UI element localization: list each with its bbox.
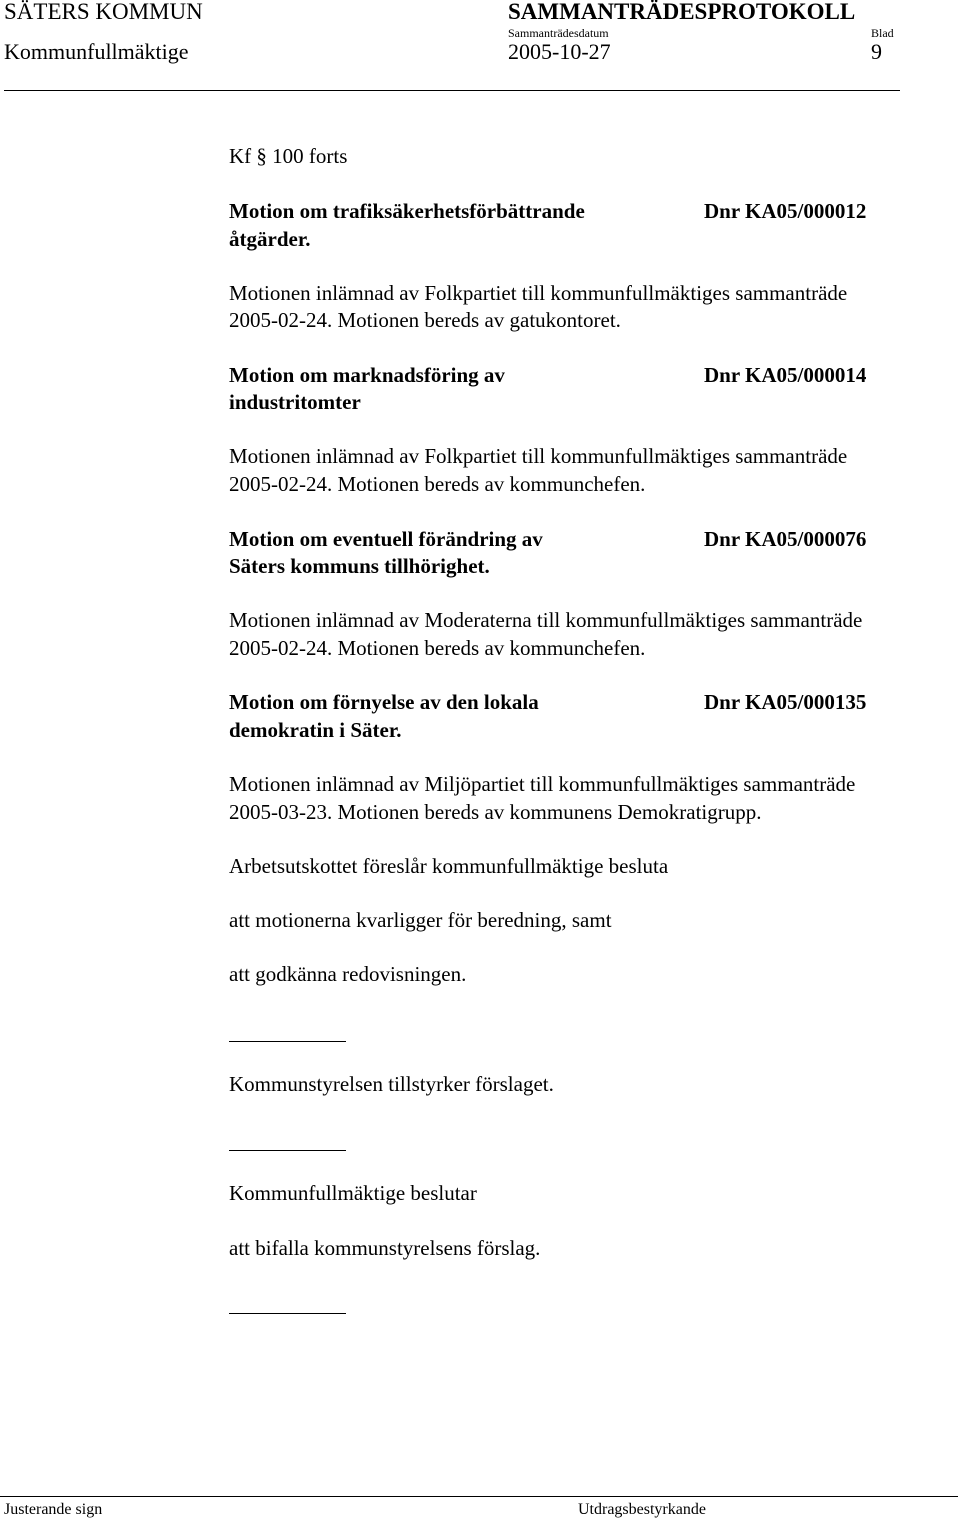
ks-statement: Kommunstyrelsen tillstyrker förslaget.	[229, 1072, 554, 1096]
motion-title: industritomter	[229, 390, 361, 414]
page-number: 9	[871, 39, 882, 64]
motion-dnr: Dnr KA05/000135	[704, 690, 867, 714]
separator-line	[229, 1150, 346, 1151]
meeting-date: 2005-10-27	[508, 39, 611, 64]
footer-rule	[0, 1496, 958, 1497]
motion-text: Motionen inlämnad av Folkpartiet till kommunfullmäktiges sammanträde	[229, 444, 848, 468]
section-reference: Kf § 100 forts	[229, 144, 348, 168]
motion-dnr: Dnr KA05/000014	[704, 363, 867, 387]
motion-title: Motion om trafiksäkerhetsförbättrande	[229, 199, 585, 223]
motion-text: Motionen inlämnad av Miljöpartiet till kommunfullmäktiges sammanträde	[229, 772, 856, 796]
motion-text: Motionen inlämnad av Moderaterna till kommunfullmäktiges sammanträde	[229, 608, 863, 632]
motion-text: 2005-02-24. Motionen bereds av kommunchefen.	[229, 636, 646, 660]
decision-intro: Kommunfullmäktige beslutar	[229, 1181, 477, 1205]
proposal-att: att godkänna redovisningen.	[229, 962, 467, 986]
motion-text: 2005-02-24. Motionen bereds av kommunchefen.	[229, 472, 646, 496]
proposal-att: att motionerna kvarligger för beredning, samt	[229, 908, 612, 932]
page-label: Blad	[871, 26, 894, 40]
motion-title: Säters kommuns tillhörighet.	[229, 554, 490, 578]
document-type: SAMMANTRÄDESPROTOKOLL	[508, 0, 856, 24]
decision-att: att bifalla kommunstyrelsens förslag.	[229, 1236, 541, 1260]
header-rule	[4, 90, 900, 91]
footer-utdrag: Utdragsbestyrkande	[578, 1501, 706, 1518]
org-name: SÄTERS KOMMUN	[4, 0, 203, 24]
proposal-intro: Arbetsutskottet föreslår kommunfullmäktige besluta	[229, 854, 669, 878]
motion-text: 2005-03-23. Motionen bereds av kommunens Demokratigrupp.	[229, 800, 762, 824]
motion-title: Motion om marknadsföring av	[229, 363, 505, 387]
body-name: Kommunfullmäktige	[4, 39, 189, 64]
footer-justerande: Justerande sign	[4, 1501, 103, 1518]
motion-text: 2005-02-24. Motionen bereds av gatukontoret.	[229, 308, 621, 332]
date-label: Sammanträdesdatum	[508, 26, 609, 40]
motion-title: åtgärder.	[229, 227, 311, 251]
separator-line	[229, 1041, 346, 1042]
separator-line	[229, 1313, 346, 1314]
motion-title: Motion om förnyelse av den lokala	[229, 690, 539, 714]
motion-dnr: Dnr KA05/000076	[704, 527, 867, 551]
motion-dnr: Dnr KA05/000012	[704, 199, 867, 223]
motion-text: Motionen inlämnad av Folkpartiet till kommunfullmäktiges sammanträde	[229, 281, 848, 305]
motion-title: Motion om eventuell förändring av	[229, 527, 543, 551]
motion-title: demokratin i Säter.	[229, 718, 402, 742]
